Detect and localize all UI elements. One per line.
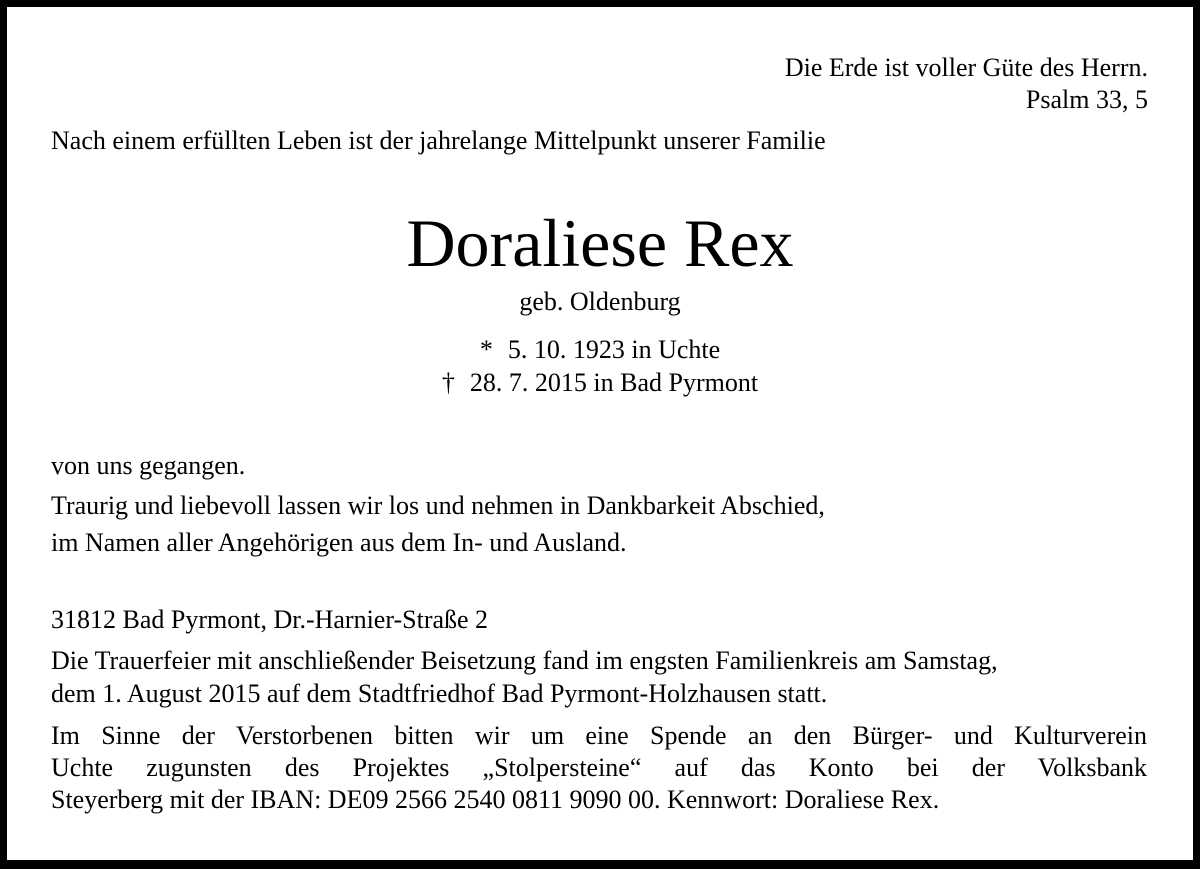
ceremony-line-1: Die Trauerfeier mit anschließender Beisetzung fand im engsten Familienkreis am Samstag,	[51, 646, 998, 675]
birth-date: 5. 10. 1923 in Uchte	[507, 335, 721, 364]
donation-line-3: Steyerberg mit der IBAN: DE09 2566 2540 0811 9090 00. Kennwort: Doraliese Rex.	[51, 785, 940, 814]
motto-reference: Psalm 33, 5	[1025, 85, 1148, 114]
address: 31812 Bad Pyrmont, Dr.-Harnier-Straße 2	[51, 605, 489, 634]
cross-icon: †	[441, 368, 455, 397]
deceased-name: Doraliese Rex	[406, 205, 794, 281]
donation-line-1: Im Sinne der Verstorbenen bitten wir um eine Spende an den Bürger- und Kulturverein	[51, 721, 1147, 750]
intro-text: Nach einem erfüllten Leben ist der jahrelange Mittelpunkt unserer Familie	[51, 126, 826, 155]
death-date: 28. 7. 2015 in Bad Pyrmont	[469, 368, 759, 397]
passed-text: von uns gegangen.	[51, 451, 246, 480]
ceremony-line-2: dem 1. August 2015 auf dem Stadtfriedhof Bad Pyrmont-Holzhausen statt.	[51, 679, 828, 708]
farewell-line-2: im Namen aller Angehörigen aus dem In- und Ausland.	[51, 528, 627, 557]
motto-quote: Die Erde ist voller Güte des Herrn.	[784, 53, 1148, 82]
donation-paragraph	[51, 720, 1147, 816]
maiden-name: geb. Oldenburg	[519, 287, 681, 316]
birth-symbol: *	[479, 335, 493, 364]
death-line	[0, 367, 1200, 399]
birth-line	[0, 334, 1200, 366]
donation-line-2: Uchte zugunsten des Projektes „Stolpersteine“ auf das Konto bei der Volksbank	[51, 753, 1147, 782]
farewell-line-1: Traurig und liebevoll lassen wir los und nehmen in Dankbarkeit Abschied,	[51, 491, 825, 520]
